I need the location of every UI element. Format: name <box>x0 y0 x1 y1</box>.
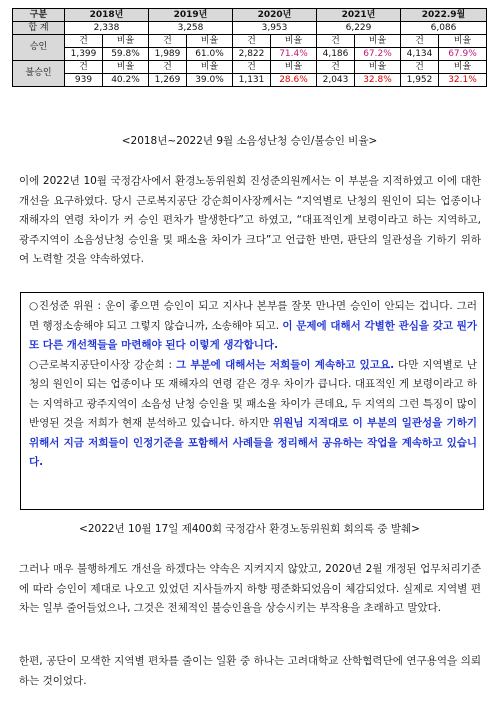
subheader-count: 건 <box>65 35 103 48</box>
minutes-quote-box <box>20 292 484 510</box>
approval-count-2019: 1,989 <box>149 48 187 61</box>
total-label: 합 계 <box>13 22 65 35</box>
approval-count-2022: 4,134 <box>401 48 439 61</box>
approval-count-2018: 1,399 <box>65 48 103 61</box>
table-caption: <2018년~2022년 9월 소음성난청 승인/불승인 비율> <box>121 135 378 147</box>
rejection-ratio-2022: 32.1% <box>439 74 487 87</box>
approval-ratio-2018: 59.8% <box>103 48 149 61</box>
subheader-count: 건 <box>149 61 187 74</box>
approval-ratio-2020: 71.4% <box>271 48 317 61</box>
approval-ratio-2021: 67.2% <box>355 48 401 61</box>
subheader-ratio: 비율 <box>271 35 317 48</box>
subheader-ratio: 비율 <box>103 61 149 74</box>
approval-ratio-2022: 67.9% <box>439 48 487 61</box>
quote-chairman <box>29 356 477 473</box>
total-2018: 2,338 <box>65 22 149 35</box>
subheader-ratio: 비율 <box>271 61 317 74</box>
subheader-count: 건 <box>401 35 439 48</box>
approval-count-2020: 2,822 <box>233 48 271 61</box>
header-2022: 2022.9월 <box>401 9 487 22</box>
table-header-row <box>13 9 487 22</box>
approval-statistics-table <box>12 8 487 87</box>
quote-lawmaker-highlight: 이 문제에 대해서 각별한 관심을 갖고 뭔가 또 다른 개선책들을 마련해야 된다 이렇게 생각합니다. <box>29 319 477 351</box>
approval-subheader-row <box>13 35 487 48</box>
rejection-values-row <box>13 74 487 87</box>
quote-lawmaker <box>29 297 477 356</box>
subheader-count: 건 <box>149 35 187 48</box>
rejection-ratio-2020: 28.6% <box>271 74 317 87</box>
subheader-count: 건 <box>317 35 355 48</box>
header-2020: 2020년 <box>233 9 317 22</box>
subheader-ratio: 비율 <box>355 61 401 74</box>
body-paragraph-1: 이에 2022년 10월 국정감사에서 환경노동위원회 진성준의원께서는 이 부분을 지적하였고 이에 대한 개선을 요구하였다. 당시 근로복지공단 강순희이사장께서는 “지역별로 난청의 원인이 되는 업종이나 재해자의 연령 차이가 커 승인 편차가 발생한다”고 하였고, “대표적인게 보령이라고 하는 지역하고, 광주지역이 소음성난청 승인율 및 패소율 차이가 크다”고 언급한 반면, 판단의 일관성을 기하기 위하여 노력할 것을 약속하였다. <box>19 175 481 265</box>
rejection-count-2020: 1,131 <box>233 74 271 87</box>
header-2021: 2021년 <box>317 9 401 22</box>
rejection-count-2022: 1,952 <box>401 74 439 87</box>
quote-chairman-text: 다만 지역별로 난청의 원인이 되는 업종이나 또 재해자의 연령 같은 경우 차이가 큽니다. 대표적인 게 보령이라고 하는 지역하고 광주지역이 소음성 난청 승인율 및 패소율 차이가 큰데요, 두 지역의 그런 특징이 많이 반영된 것을 저희가 현재 분석하고 있습니다. 하지만 <box>29 358 477 429</box>
rejection-ratio-2021: 32.8% <box>355 74 401 87</box>
total-2019: 3,258 <box>149 22 233 35</box>
rejection-count-2018: 939 <box>65 74 103 87</box>
approval-count-2021: 4,186 <box>317 48 355 61</box>
header-category: 구분 <box>13 9 65 22</box>
subheader-count: 건 <box>317 61 355 74</box>
subheader-ratio: 비율 <box>439 35 487 48</box>
approval-ratio-2019: 61.0% <box>187 48 233 61</box>
rejection-ratio-2018: 40.2% <box>103 74 149 87</box>
subheader-ratio: 비율 <box>439 61 487 74</box>
total-row <box>13 22 487 35</box>
quote-lawmaker-text: ○진성준 위원 : 운이 좋으면 승인이 되고 지사나 본부를 잘못 만나면 승인이 안되는 겁니다. 그러면 행정소송해야 되고 그렇지 않습니까, 소송해야 되고. <box>29 300 477 332</box>
quote-chairman-highlight-2: 위원님 지적대로 이 부분의 일관성을 기하기 위해서 지금 저희들이 인정기준을 포함해서 사례들을 정리해서 공유하는 작업을 계속하고 있습니다. <box>29 417 477 468</box>
rejection-count-2019: 1,269 <box>149 74 187 87</box>
quote-chairman-speaker: ○근로복지공단이사장 강순희 : <box>29 358 176 371</box>
subheader-ratio: 비율 <box>187 61 233 74</box>
body-paragraph-2: 그러나 매우 불행하게도 개선을 하겠다는 약속은 지켜지지 않았고, 2020년 2월 개정된 업무처리기준에 따라 승인이 제대로 나오고 있었던 지사들까지 하향 평준화되었음이 체감되었다. 실제로 지역별 편차는 일부 줄어들었으나, 그것은 전체적인 불승인율을 상승시키는 부작용을 초래하고 말았다. <box>19 563 481 614</box>
subheader-ratio: 비율 <box>103 35 149 48</box>
total-2022: 6,086 <box>401 22 487 35</box>
subheader-ratio: 비율 <box>355 35 401 48</box>
subheader-ratio: 비율 <box>187 35 233 48</box>
total-2020: 3,953 <box>233 22 317 35</box>
rejection-count-2021: 2,043 <box>317 74 355 87</box>
rejection-subheader-row <box>13 61 487 74</box>
quote-caption: <2022년 10월 17일 제400회 국정감사 환경노동위원회 회의록 중 발췌> <box>79 523 420 535</box>
subheader-count: 건 <box>233 61 271 74</box>
subheader-count: 건 <box>233 35 271 48</box>
header-2019: 2019년 <box>149 9 233 22</box>
approval-label: 승인 <box>13 35 65 61</box>
total-2021: 6,229 <box>317 22 401 35</box>
rejection-label: 불승인 <box>13 61 65 87</box>
header-2018: 2018년 <box>65 9 149 22</box>
body-paragraph-3: 한편, 공단이 모색한 지역별 편차를 줄이는 일환 중 하나는 고려대학교 산학협력단에 연구용역을 의뢰하는 것이었다. <box>19 655 481 687</box>
approval-values-row <box>13 48 487 61</box>
subheader-count: 건 <box>65 61 103 74</box>
quote-chairman-highlight-1: 그 부분에 대해서는 저희들이 계속하고 있고요. <box>175 358 395 371</box>
subheader-count: 건 <box>401 61 439 74</box>
rejection-ratio-2019: 39.0% <box>187 74 233 87</box>
